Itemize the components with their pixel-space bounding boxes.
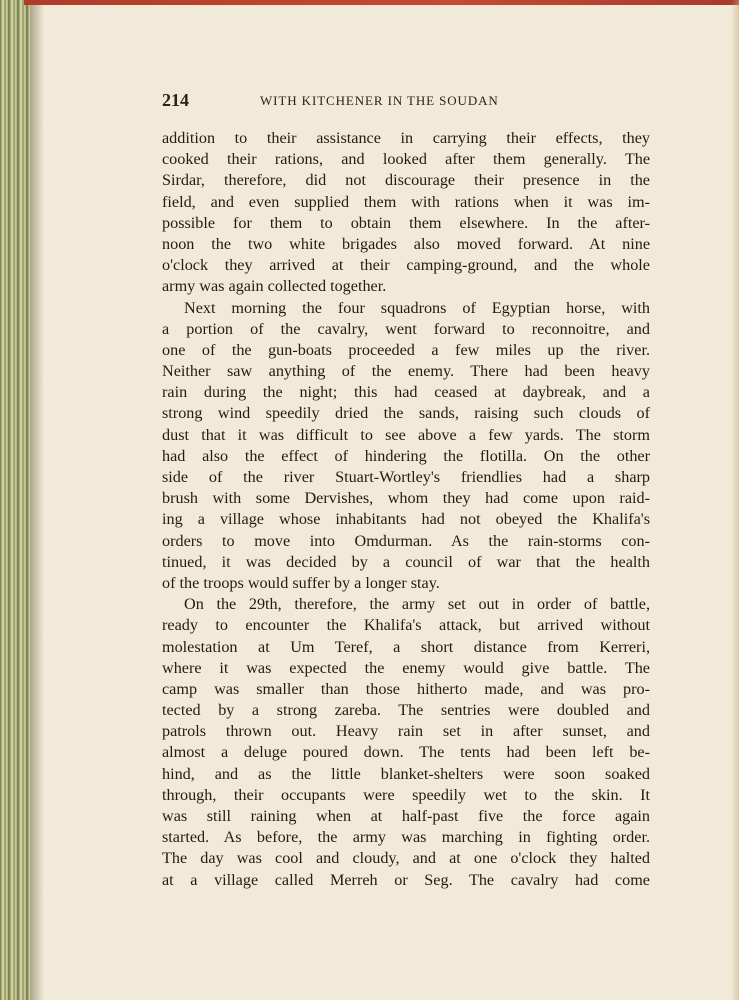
paragraph bbox=[162, 128, 650, 298]
running-head: WITH KITCHENER IN THE SOUDAN bbox=[260, 93, 499, 108]
page-top-edge bbox=[24, 0, 739, 5]
text-line: On the 29th, therefore, the army set out in order of battle, bbox=[184, 595, 650, 614]
text-line: through, their occupants were speedily wet to the skin. It bbox=[162, 785, 650, 804]
text-line: cooked their rations, and looked after them generally. The bbox=[162, 150, 650, 169]
text-line: dust that it was difficult to see above a few yards. The storm bbox=[162, 425, 650, 444]
text-line: one of the gun-boats proceeded a few miles up the river. bbox=[162, 340, 650, 359]
text-line: at a village called Merreh or Seg. The cavalry had come bbox=[162, 870, 650, 889]
page-content bbox=[162, 90, 650, 891]
text-line: Neither saw anything of the enemy. There had been heavy bbox=[162, 362, 650, 381]
text-line: almost a deluge poured down. The tents had been left be- bbox=[162, 743, 650, 762]
text-line: possible for them to obtain them elsewhere. In the after- bbox=[162, 213, 650, 232]
paragraph bbox=[162, 594, 650, 891]
text-line: rain during the night; this had ceased at daybreak, and a bbox=[162, 383, 650, 402]
text-line: field, and even supplied them with rations when it was im- bbox=[162, 192, 650, 211]
text-line: tinued, it was decided by a council of war that the health bbox=[162, 552, 650, 571]
page-number: 214 bbox=[162, 90, 189, 110]
text-line: army was again collected together. bbox=[162, 277, 387, 296]
text-line: ready to encounter the Khalifa's attack, but arrived without bbox=[162, 616, 650, 635]
page-right-edge bbox=[731, 0, 739, 1000]
text-line: o'clock they arrived at their camping-ground, and the whole bbox=[162, 256, 650, 275]
text-line: The day was cool and cloudy, and at one o'clock they halted bbox=[162, 849, 650, 868]
text-line: addition to their assistance in carrying their effects, they bbox=[162, 129, 650, 147]
paragraph bbox=[162, 298, 650, 595]
text-line: noon the two white brigades also moved forward. At nine bbox=[162, 234, 650, 253]
text-line: was still raining when at half-past five the force again bbox=[162, 807, 650, 825]
text-line: brush with some Dervishes, whom they had come upon raid- bbox=[162, 489, 650, 508]
text-line: started. As before, the army was marching in fighting order. bbox=[162, 828, 650, 847]
text-line: tected by a strong zareba. The sentries were doubled and bbox=[162, 701, 650, 720]
text-line: orders to move into Omdurman. As the rain-storms con- bbox=[162, 531, 650, 550]
text-line: Next morning the four squadrons of Egyptian horse, with bbox=[184, 298, 650, 317]
text-line: side of the river Stuart-Wortley's friendlies had a sharp bbox=[162, 468, 650, 486]
text-line: strong wind speedily dried the sands, raising such clouds of bbox=[162, 404, 650, 423]
text-line: molestation at Um Teref, a short distance from Kerreri, bbox=[162, 637, 650, 656]
text-line: a portion of the cavalry, went forward to reconnoitre, and bbox=[162, 319, 650, 338]
text-line: of the troops would suffer by a longer stay. bbox=[162, 573, 440, 592]
text-line: camp was smaller than those hitherto made, and was pro- bbox=[162, 679, 650, 698]
text-line: had also the effect of hindering the flotilla. On the other bbox=[162, 446, 650, 465]
page-header bbox=[162, 90, 650, 116]
text-line: Sirdar, therefore, did not discourage their presence in the bbox=[162, 171, 650, 190]
book-spine bbox=[0, 0, 30, 1000]
gutter-shadow bbox=[30, 0, 44, 1000]
text-line: ing a village whose inhabitants had not obeyed the Khalifa's bbox=[162, 510, 650, 529]
text-line: patrols thrown out. Heavy rain set in after sunset, and bbox=[162, 722, 650, 741]
text-line: where it was expected the enemy would give battle. The bbox=[162, 658, 650, 677]
body-text bbox=[162, 128, 650, 891]
text-line: hind, and as the little blanket-shelters were soon soaked bbox=[162, 764, 650, 783]
